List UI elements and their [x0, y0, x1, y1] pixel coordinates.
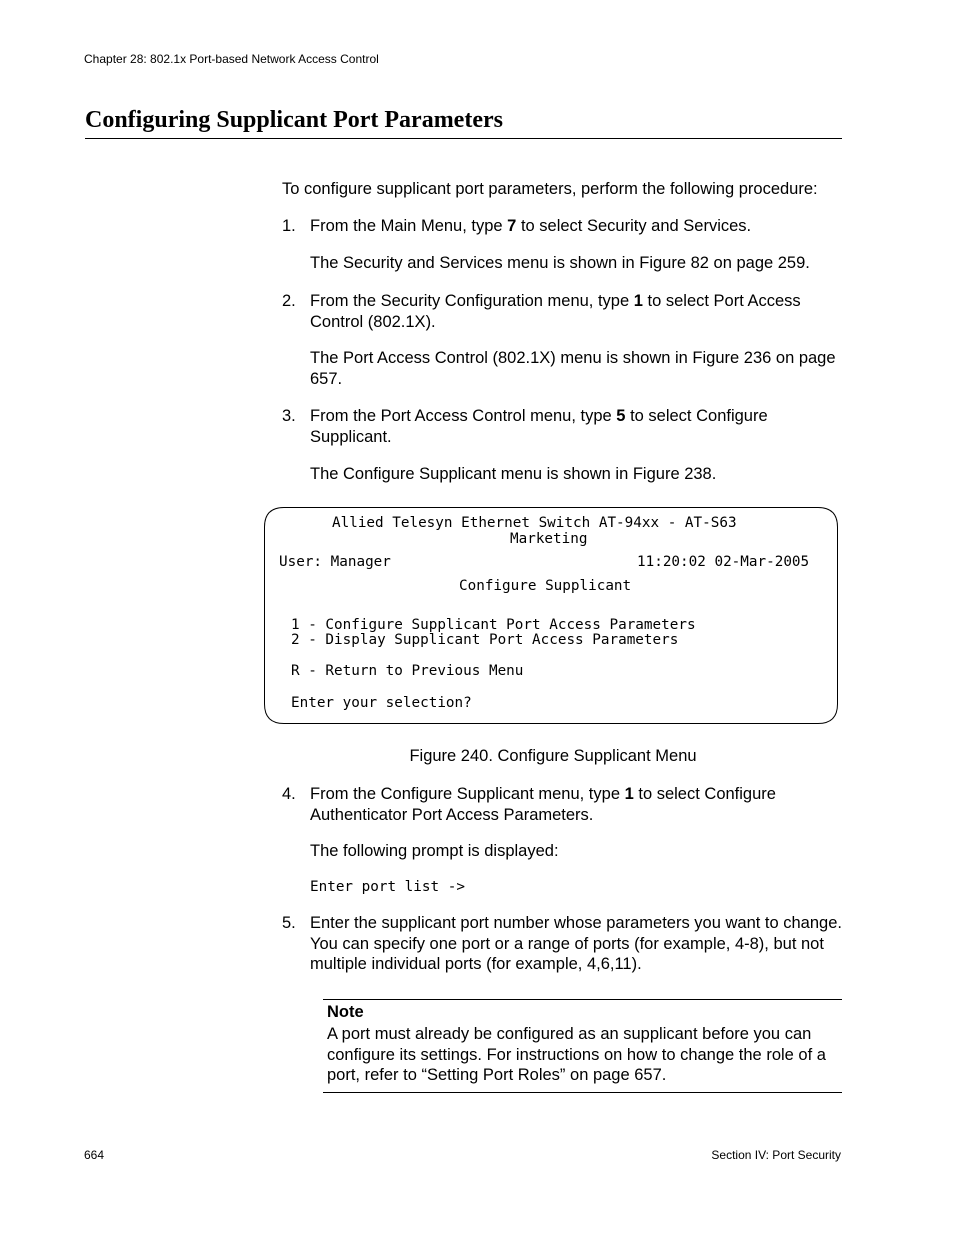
step-2-key: 1	[633, 292, 643, 310]
intro-paragraph: To configure supplicant port parameters, perform the following procedure:	[282, 180, 818, 198]
step-2-note: The Port Access Control (802.1X) menu is shown in Figure 236 on page 657.	[310, 349, 836, 388]
page-title: Configuring Supplicant Port Parameters	[85, 106, 842, 139]
terminal-selection-prompt: Enter your selection?	[291, 695, 472, 711]
terminal-menu-title: Configure Supplicant	[459, 578, 632, 594]
menu-item-display-supplicant: 2 - Display Supplicant Port Access Parameters	[291, 632, 679, 648]
terminal-system-name: Marketing	[510, 531, 588, 547]
step-4-key: 1	[624, 785, 634, 803]
terminal-screen-figure	[264, 507, 838, 724]
step-1-key: 7	[507, 217, 517, 235]
port-list-prompt: Enter port list ->	[310, 879, 465, 895]
note-title: Note	[327, 1003, 364, 1021]
running-head: Chapter 28: 802.1x Port-based Network Access Control	[84, 52, 379, 66]
terminal-header-line: Allied Telesyn Ethernet Switch AT-94xx - AT-S63	[332, 515, 737, 531]
step-4-text: From the Configure Supplicant menu, type 1 to select Configure Authenticator Port Access Parameters.	[310, 785, 776, 824]
footer-section: Section IV: Port Security	[711, 1148, 841, 1162]
step-1-note: The Security and Services menu is shown in Figure 82 on page 259.	[310, 254, 810, 272]
step-1-text: From the Main Menu, type 7 to select Security and Services.	[310, 217, 752, 235]
step-4-note: The following prompt is displayed:	[310, 842, 559, 860]
page-number: 664	[84, 1148, 105, 1162]
step-3-text: From the Port Access Control menu, type 5 to select Configure Supplicant.	[310, 407, 768, 446]
step-5-text: Enter the supplicant port number whose parameters you want to change. You can specify one port or a range of ports (for example, 4-8), but not multiple individual ports (for example, 4,6,11).	[310, 914, 842, 973]
step-2-text: From the Security Configuration menu, type 1 to select Port Access Control (802.1X).	[310, 292, 801, 331]
terminal-datetime: 11:20:02 02-Mar-2005	[637, 554, 810, 570]
note-box	[323, 999, 842, 1093]
terminal-user: User: Manager	[279, 554, 391, 570]
figure-caption: Figure 240. Configure Supplicant Menu	[409, 747, 697, 765]
step-3-note: The Configure Supplicant menu is shown in Figure 238.	[310, 465, 717, 483]
step-3-key: 5	[616, 407, 626, 425]
note-text: A port must already be configured as an supplicant before you can configure its settings. For instructions on how to change the role of a port, refer to “Setting Port Roles” on page 657.	[327, 1025, 826, 1084]
menu-item-return: R - Return to Previous Menu	[291, 663, 524, 679]
step-4-number: 4.	[282, 785, 296, 803]
step-2-number: 2.	[282, 292, 296, 310]
step-1-number: 1.	[282, 217, 296, 235]
step-3-number: 3.	[282, 407, 296, 425]
menu-item-configure-supplicant: 1 - Configure Supplicant Port Access Parameters	[291, 617, 696, 633]
step-5-number: 5.	[282, 914, 296, 932]
